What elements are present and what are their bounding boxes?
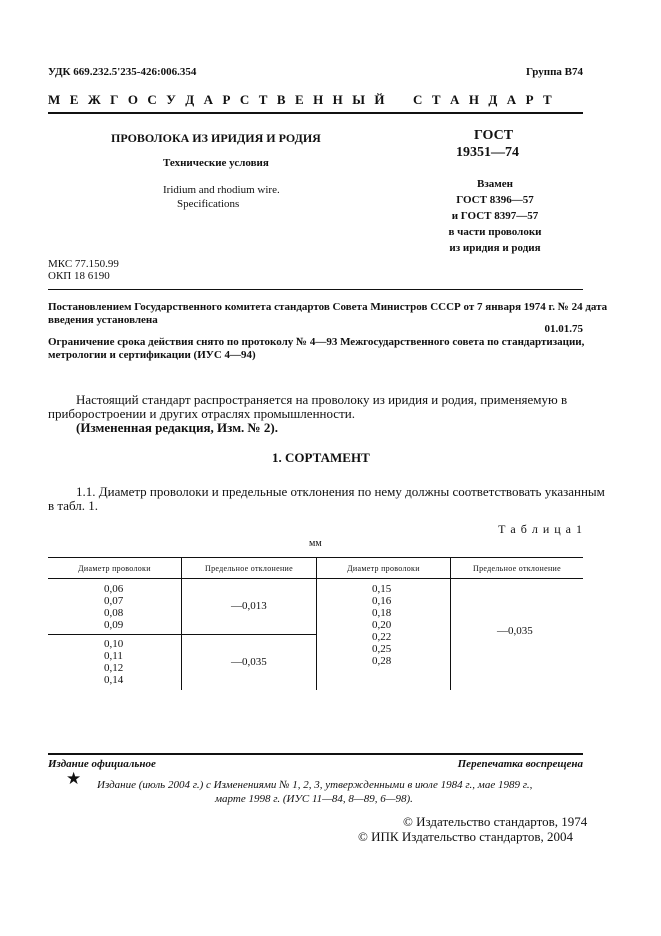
group-code: Группа В74 [525, 66, 583, 78]
replaces-line: ГОСТ 8396—57 [456, 194, 534, 206]
diameter-group-3 [372, 583, 391, 667]
gost-label: ГОСТ [474, 128, 514, 143]
no-reprint: Перепечатка воспрещена [457, 758, 583, 770]
section-paragraph-line1: 1.1. Диаметр проволоки и предельные отклонения по нему должны соответствовать указанным [76, 484, 605, 499]
section-heading: 1. СОРТАМЕНТ [272, 450, 370, 465]
english-title-line1: Iridium and rhodium wire. [163, 184, 280, 196]
replaces-line: и ГОСТ 8397—57 [451, 210, 539, 222]
table-cell: 0,25 [372, 643, 392, 655]
document-subtitle: Технические условия [163, 157, 269, 169]
gost-number: 19351—74 [456, 145, 519, 160]
table-header-deviation: Предельное отклонение [205, 564, 293, 573]
table-cell: 0,28 [372, 655, 392, 667]
table-cell: 0,22 [372, 631, 392, 643]
table-cell: 0,14 [104, 674, 124, 686]
udk-code: УДК 669.232.5'235-426:006.354 [48, 66, 197, 78]
table-cell: 0,16 [372, 595, 392, 607]
deviation-group-1: —0,013 [231, 600, 267, 612]
table-header-deviation: Предельное отклонение [473, 564, 561, 573]
table-caption: Т а б л и ц а 1 [498, 522, 583, 536]
copyright-2004: © ИПК Издательство стандартов, 2004 [358, 829, 573, 844]
limit-line1: Ограничение срока действия снято по протоколу № 4—93 Межгосударственного совета по стандартизации, [48, 336, 585, 348]
table-cell: 0,09 [104, 619, 124, 631]
table-group-rule [48, 634, 316, 635]
star-icon: ★ [66, 769, 82, 788]
table-cell: 0,12 [104, 662, 124, 674]
standard-kind: М Е Ж Г О С У Д А Р С Т В Е Н Н Ы Й С Т А Н Д А Р Т [48, 92, 555, 107]
title-rule [48, 289, 583, 290]
intro-amendment: (Измененная редакция, Изм. № 2). [76, 420, 278, 435]
table-cell: 0,10 [104, 638, 124, 650]
decree-line1: Постановлением Государственного комитета стандартов Совета Министров СССР от 7 января 1974 г. № 24 дата [48, 301, 608, 313]
table-column-divider [450, 557, 451, 690]
document-title: ПРОВОЛОКА ИЗ ИРИДИЯ И РОДИЯ [111, 131, 321, 145]
diameter-group-1 [104, 583, 123, 631]
replaces-line: Взамен [477, 178, 513, 190]
table-header-diameter: Диаметр проволоки [78, 564, 151, 573]
table-cell: 0,18 [372, 607, 392, 619]
section-paragraph-line2: в табл. 1. [48, 498, 99, 513]
deviation-group-2: —0,035 [231, 656, 267, 668]
replaces-block [444, 178, 546, 258]
replaces-line: из иридия и родия [449, 242, 541, 254]
intro-line1: Настоящий стандарт распространяется на проволоку из иридия и родия, применяемую в [76, 392, 568, 407]
table-header-diameter: Диаметр проволоки [347, 564, 420, 573]
english-title-line2: Specifications [177, 198, 240, 210]
replaces-line: в части проволоки [448, 226, 542, 238]
intro-line2: приборостроении и других отраслях промышленности. [48, 406, 355, 421]
deviation-group-3: —0,035 [497, 625, 533, 637]
official-edition: Издание официальное [48, 758, 156, 770]
okp-code: ОКП 18 6190 [48, 270, 110, 282]
table-cell: 0,15 [372, 583, 392, 595]
table-cell: 0,08 [104, 607, 124, 619]
header-rule [48, 112, 583, 114]
table-cell: 0,06 [104, 583, 124, 595]
table-column-divider [316, 557, 317, 690]
mks-code: МКС 77.150.99 [48, 258, 119, 270]
copyright-1974: © Издательство стандартов, 1974 [403, 814, 588, 829]
edition-note-line1: Издание (июль 2004 г.) с Изменениями № 1, 2, 3, утвержденными в июле 1984 г., мае 1989 г., [97, 779, 533, 791]
table-cell: 0,20 [372, 619, 392, 631]
decree-line2: введения установлена [48, 314, 158, 326]
table-cell: 0,07 [104, 595, 124, 607]
table-cell: 0,11 [104, 650, 123, 662]
decree-date: 01.01.75 [544, 323, 583, 335]
diameter-group-2 [104, 638, 123, 686]
edition-note-line2: марте 1998 г. (ИУС 11—84, 8—89, 6—98). [215, 793, 413, 805]
limit-line2: метрологии и сертификации (ИУС 4—94) [48, 349, 256, 361]
table-unit: мм [309, 538, 322, 549]
footer-rule [48, 753, 583, 755]
table-column-divider [181, 557, 182, 690]
